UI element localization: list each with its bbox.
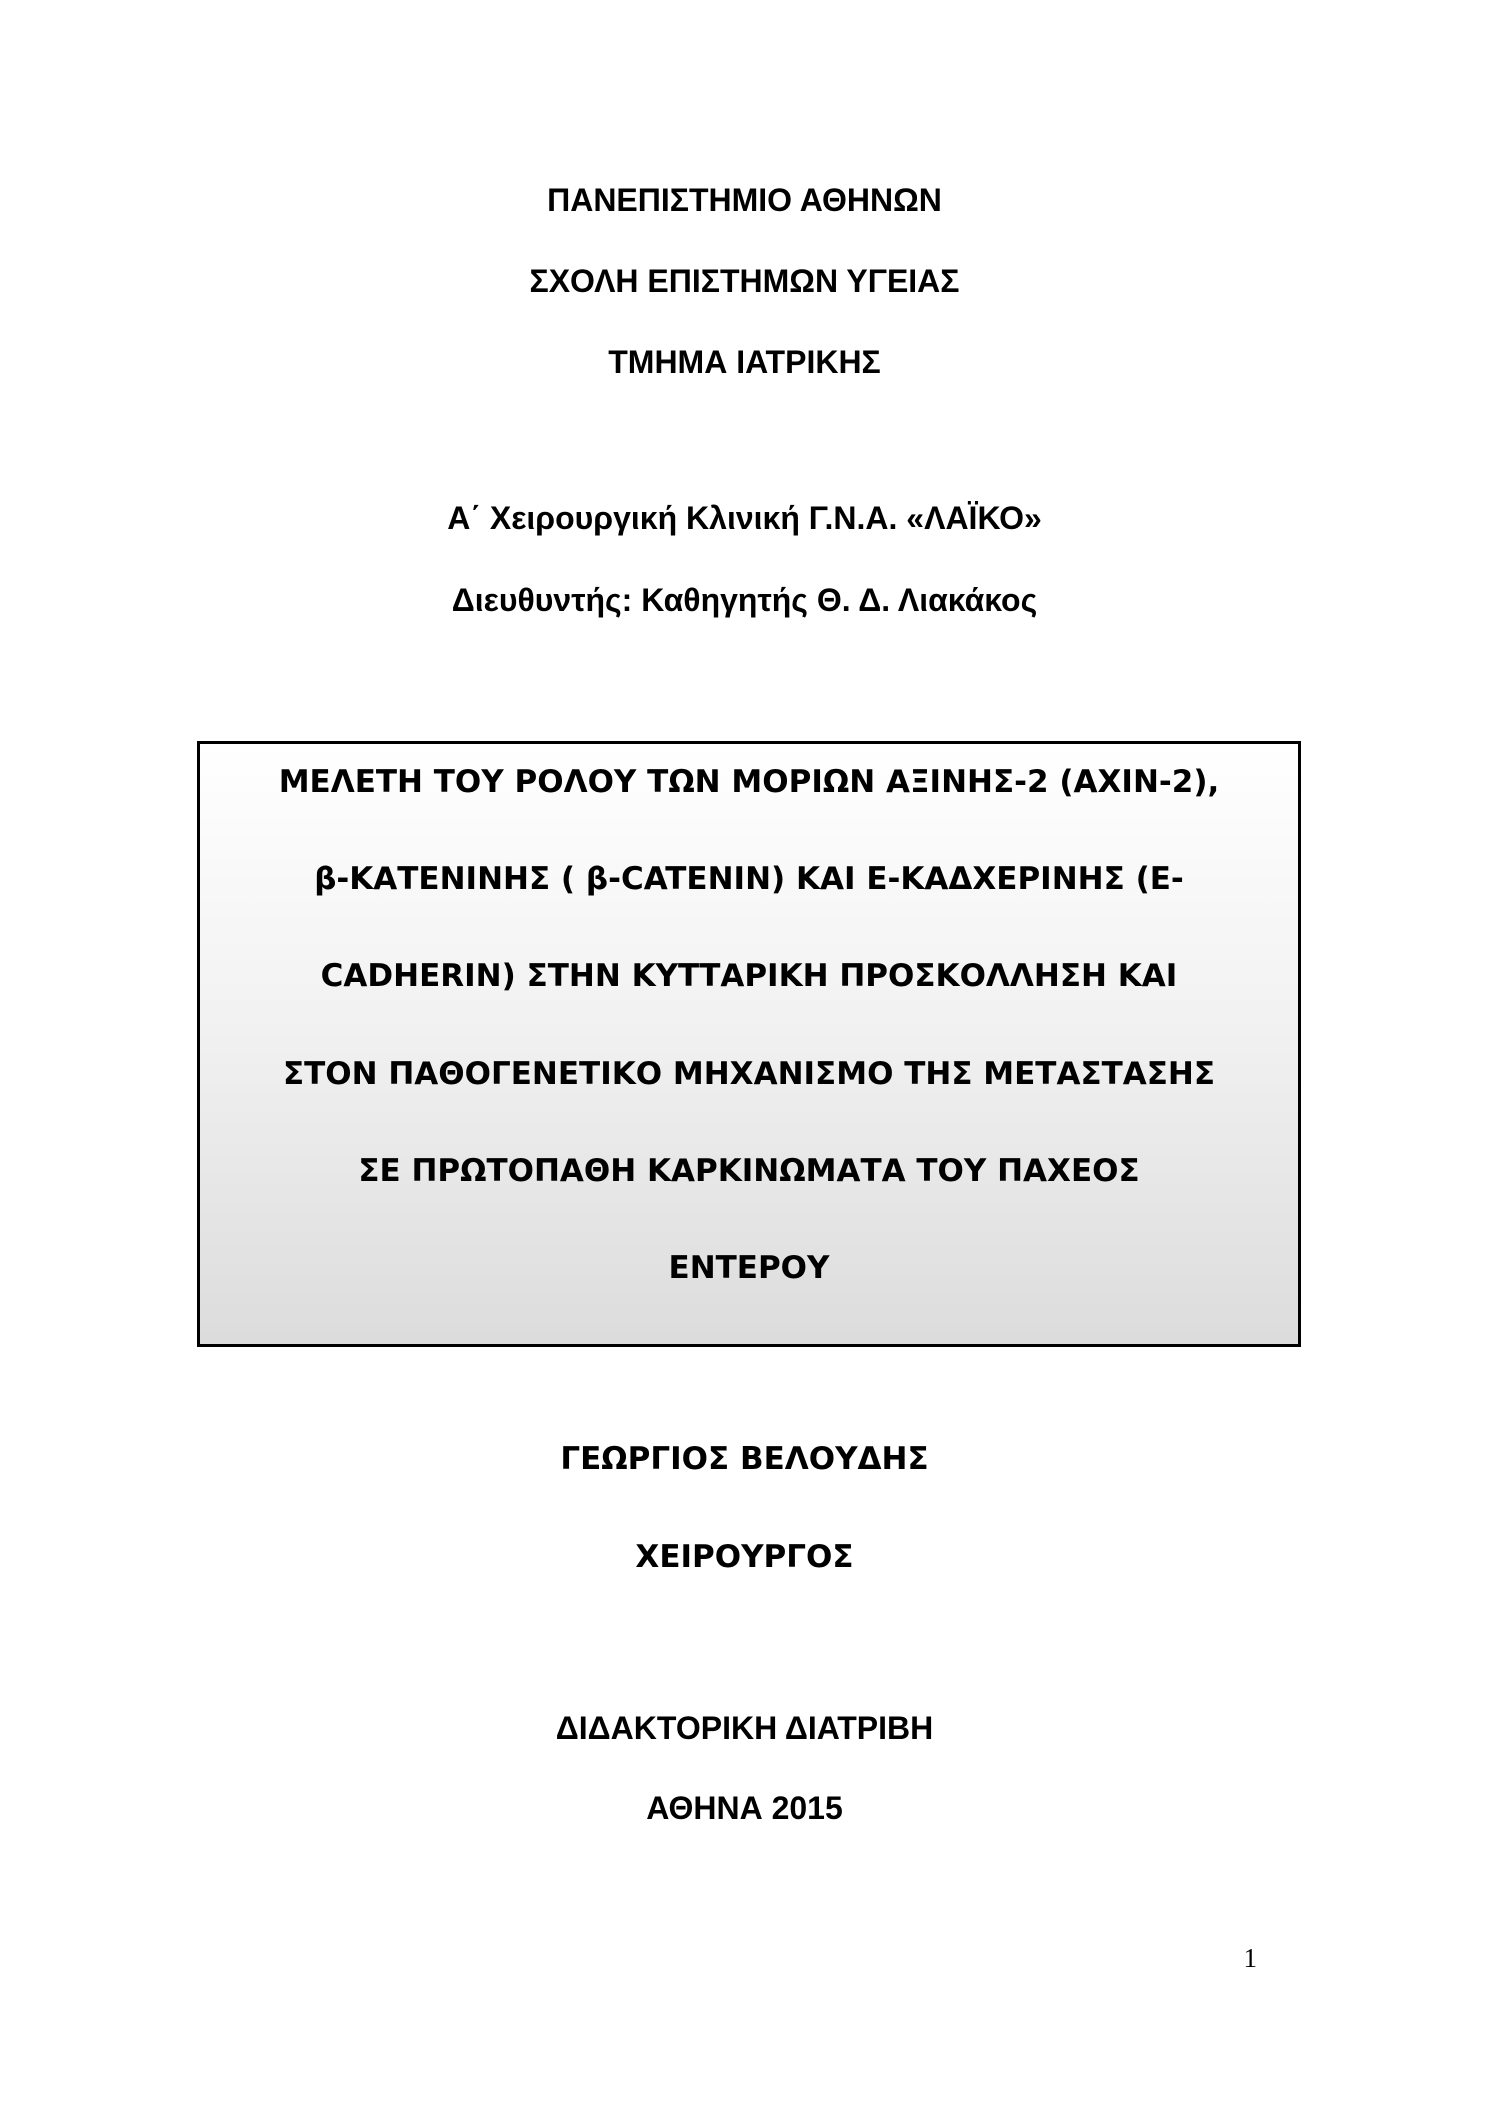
thesis-title-line-3: CADHERIN) ΣΤΗΝ ΚΥΤΤΑΡΙΚΗ ΠΡΟΣΚΟΛΛΗΣΗ ΚΑΙ (320, 958, 1178, 994)
document-type: ΔΙΔΑΚΤΟΡΙΚΗ ΔΙΑΤΡΙΒΗ (555, 1710, 934, 1746)
school-name: ΣΧΟΛΗ ΕΠΙΣΤΗΜΩΝ ΥΓΕΙΑΣ (529, 263, 960, 299)
page-number: 1 (1243, 1943, 1257, 1973)
thesis-title-line-1: ΜΕΛΕΤΗ ΤΟΥ ΡΟΛΟΥ ΤΩΝ ΜΟΡΙΩΝ ΑΞΙΝΗΣ-2 (AXIN-2), (278, 764, 1220, 800)
department-name: ΤΜΗΜΑ ΙΑΤΡΙΚΗΣ (608, 344, 881, 380)
thesis-title-line-5: ΣΕ ΠΡΩΤΟΠΑΘΗ ΚΑΡΚΙΝΩΜΑΤΑ ΤΟΥ ΠΑΧΕΟΣ (358, 1153, 1140, 1189)
clinic-director: Διευθυντής: Καθηγητής Θ. Δ. Λιακάκος (451, 582, 1038, 618)
thesis-title-box (197, 741, 1301, 1347)
place-year: ΑΘΗΝΑ 2015 (646, 1790, 843, 1826)
thesis-title-line-2: β-ΚΑΤΕΝΙΝΗΣ ( β-CATENIN) ΚΑΙ Ε-ΚΑΔΧΕΡΙΝΗΣ (E- (314, 861, 1184, 897)
author-profession: ΧΕΙΡΟΥΡΓΟΣ (635, 1539, 854, 1575)
thesis-title-line-4: ΣΤΟΝ ΠΑΘΟΓΕΝΕΤΙΚΟ ΜΗΧΑΝΙΣΜΟ ΤΗΣ ΜΕΤΑΣΤΑΣΗΣ (282, 1056, 1216, 1092)
clinic-name: Α΄ Χειρουργική Κλινική Γ.Ν.Α. «ΛΑΪΚΟ» (447, 500, 1042, 536)
university-name: ΠΑΝΕΠΙΣΤΗΜΙΟ ΑΘΗΝΩΝ (547, 182, 942, 218)
thesis-title-line-6: ΕΝΤΕΡΟΥ (668, 1250, 830, 1286)
author-name: ΓΕΩΡΓΙΟΣ ΒΕΛΟΥΔΗΣ (560, 1441, 929, 1477)
